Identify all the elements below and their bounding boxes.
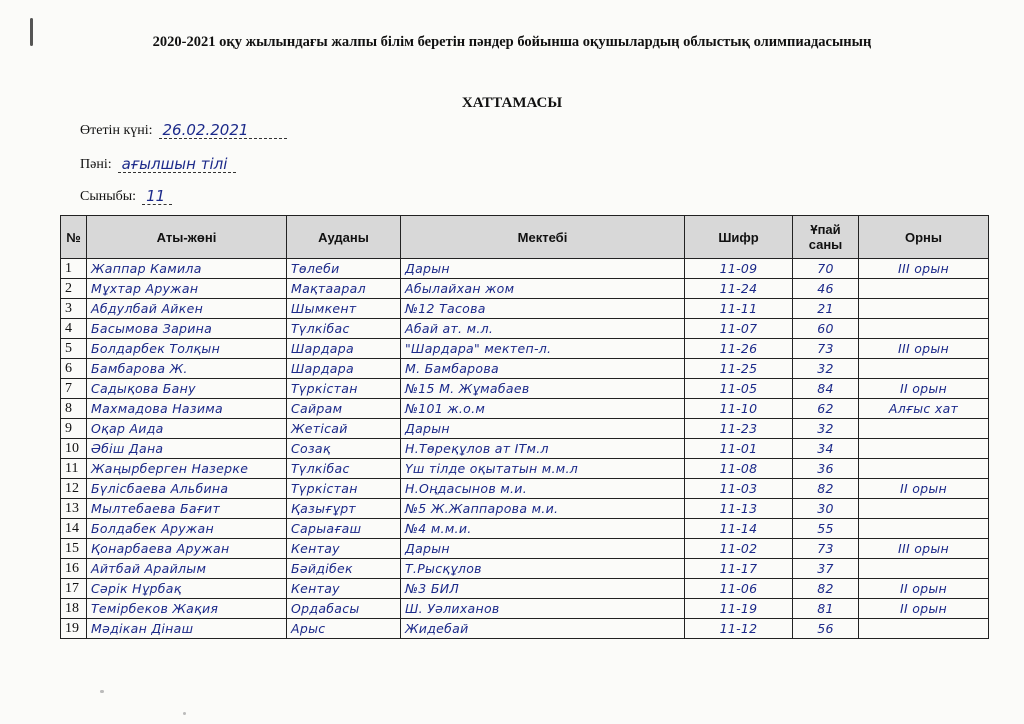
place-cell: III орын <box>859 539 989 559</box>
row-number-cell: 9 <box>61 419 87 439</box>
place-cell <box>859 419 989 439</box>
school-cell: "Шардара" мектеп-л. <box>401 339 685 359</box>
place-cell <box>859 559 989 579</box>
student-name-cell: Болдабек Аружан <box>87 519 287 539</box>
table-row <box>61 539 989 559</box>
student-name-cell: Қонарбаева Аружан <box>87 539 287 559</box>
score-cell: 84 <box>793 379 859 399</box>
student-name-cell: Мылтебаева Бағит <box>87 499 287 519</box>
student-name-cell: Жаңырберген Назерке <box>87 459 287 479</box>
student-name-cell: Сәрік Нұрбақ <box>87 579 287 599</box>
place-cell <box>859 519 989 539</box>
table-row <box>61 459 989 479</box>
table-row <box>61 519 989 539</box>
cipher-code-cell: 11-06 <box>685 579 793 599</box>
table-row <box>61 359 989 379</box>
row-number-cell: 19 <box>61 619 87 639</box>
district-cell: Шардара <box>287 339 401 359</box>
table-row <box>61 279 989 299</box>
score-cell: 82 <box>793 479 859 499</box>
score-cell: 36 <box>793 459 859 479</box>
district-cell: Төлеби <box>287 259 401 279</box>
place-cell: II орын <box>859 599 989 619</box>
place-cell: II орын <box>859 579 989 599</box>
table-row <box>61 439 989 459</box>
cipher-code-cell: 11-13 <box>685 499 793 519</box>
table-row <box>61 299 989 319</box>
table-row <box>61 319 989 339</box>
place-cell <box>859 499 989 519</box>
cipher-code-cell: 11-25 <box>685 359 793 379</box>
row-number-cell: 14 <box>61 519 87 539</box>
row-number-cell: 3 <box>61 299 87 319</box>
document-heading: 2020-2021 оқу жылындағы жалпы білім беретін пәндер бойынша оқушылардың облыстық олимпиадасының <box>152 34 872 50</box>
table-row <box>61 419 989 439</box>
district-cell: Сарыағаш <box>287 519 401 539</box>
place-cell: II орын <box>859 379 989 399</box>
cipher-code-cell: 11-07 <box>685 319 793 339</box>
cipher-code-cell: 11-05 <box>685 379 793 399</box>
district-cell: Арыс <box>287 619 401 639</box>
subject-field <box>80 156 236 173</box>
school-cell: Абай ат. м.л. <box>401 319 685 339</box>
score-cell: 73 <box>793 539 859 559</box>
row-number-cell: 6 <box>61 359 87 379</box>
school-cell: Абылайхан жом <box>401 279 685 299</box>
cipher-code-cell: 11-03 <box>685 479 793 499</box>
cipher-code-cell: 11-19 <box>685 599 793 619</box>
score-cell: 37 <box>793 559 859 579</box>
cipher-code-cell: 11-23 <box>685 419 793 439</box>
district-cell: Созақ <box>287 439 401 459</box>
date-value: 26.02.2021 <box>159 122 287 139</box>
table-row <box>61 379 989 399</box>
student-name-cell: Бүлісбаева Альбина <box>87 479 287 499</box>
row-number-cell: 4 <box>61 319 87 339</box>
table-row <box>61 399 989 419</box>
cipher-code-cell: 11-02 <box>685 539 793 559</box>
score-cell: 21 <box>793 299 859 319</box>
school-cell: Н.Оңдасынов м.и. <box>401 479 685 499</box>
place-cell <box>859 359 989 379</box>
table-row <box>61 619 989 639</box>
header-name: Аты-жөні <box>87 216 287 259</box>
row-number-cell: 2 <box>61 279 87 299</box>
student-name-cell: Мәдікан Дінаш <box>87 619 287 639</box>
student-name-cell: Махмадова Назима <box>87 399 287 419</box>
school-cell: №15 М. Жұмабаев <box>401 379 685 399</box>
place-cell: III орын <box>859 259 989 279</box>
place-cell <box>859 459 989 479</box>
place-cell <box>859 439 989 459</box>
score-cell: 30 <box>793 499 859 519</box>
place-cell <box>859 619 989 639</box>
row-number-cell: 10 <box>61 439 87 459</box>
table-row <box>61 499 989 519</box>
student-name-cell: Әбіш Дана <box>87 439 287 459</box>
score-cell: 81 <box>793 599 859 619</box>
cipher-code-cell: 11-17 <box>685 559 793 579</box>
score-cell: 55 <box>793 519 859 539</box>
school-cell: №12 Тасова <box>401 299 685 319</box>
district-cell: Шымкент <box>287 299 401 319</box>
district-cell: Жетісай <box>287 419 401 439</box>
table-row <box>61 259 989 279</box>
cipher-code-cell: 11-09 <box>685 259 793 279</box>
header-score: Ұпай саны <box>793 216 859 259</box>
district-cell: Сайрам <box>287 399 401 419</box>
cipher-code-cell: 11-24 <box>685 279 793 299</box>
score-cell: 73 <box>793 339 859 359</box>
school-cell: Ш. Уәлиханов <box>401 599 685 619</box>
row-number-cell: 18 <box>61 599 87 619</box>
school-cell: Дарын <box>401 539 685 559</box>
school-cell: Т.Рысқұлов <box>401 559 685 579</box>
student-name-cell: Абдулбай Айкен <box>87 299 287 319</box>
document-title: ХАТТАМАСЫ <box>461 95 563 111</box>
place-cell <box>859 319 989 339</box>
score-cell: 32 <box>793 419 859 439</box>
school-cell: М. Бамбарова <box>401 359 685 379</box>
row-number-cell: 15 <box>61 539 87 559</box>
table-row <box>61 479 989 499</box>
row-number-cell: 11 <box>61 459 87 479</box>
school-cell: №3 БИЛ <box>401 579 685 599</box>
district-cell: Мақтаарал <box>287 279 401 299</box>
scan-speck <box>183 712 186 715</box>
cipher-code-cell: 11-14 <box>685 519 793 539</box>
header-place: Орны <box>859 216 989 259</box>
row-number-cell: 1 <box>61 259 87 279</box>
district-cell: Кентау <box>287 539 401 559</box>
student-name-cell: Оқар Аида <box>87 419 287 439</box>
table-row <box>61 339 989 359</box>
row-number-cell: 17 <box>61 579 87 599</box>
student-name-cell: Болдарбек Толқын <box>87 339 287 359</box>
cipher-code-cell: 11-11 <box>685 299 793 319</box>
score-cell: 56 <box>793 619 859 639</box>
district-cell: Шардара <box>287 359 401 379</box>
student-name-cell: Басымова Зарина <box>87 319 287 339</box>
cipher-code-cell: 11-10 <box>685 399 793 419</box>
place-cell <box>859 299 989 319</box>
school-cell: Дарын <box>401 419 685 439</box>
table-header-row <box>61 216 989 259</box>
district-cell: Ордабасы <box>287 599 401 619</box>
row-number-cell: 8 <box>61 399 87 419</box>
table-row <box>61 559 989 579</box>
table-row <box>61 579 989 599</box>
district-cell: Қазығұрт <box>287 499 401 519</box>
student-name-cell: Мұхтар Аружан <box>87 279 287 299</box>
cipher-code-cell: 11-12 <box>685 619 793 639</box>
student-name-cell: Бамбарова Ж. <box>87 359 287 379</box>
header-code: Шифр <box>685 216 793 259</box>
date-field <box>80 122 287 139</box>
place-cell: Алғыс хат <box>859 399 989 419</box>
subject-value: ағылшын тілі <box>118 156 236 173</box>
student-name-cell: Темірбеков Жақия <box>87 599 287 619</box>
class-label: Сыныбы: <box>80 189 137 204</box>
school-cell: Дарын <box>401 259 685 279</box>
table-row <box>61 599 989 619</box>
school-cell: Жидебай <box>401 619 685 639</box>
scan-speck <box>100 690 104 693</box>
date-label: Өтетін күні: <box>80 123 153 138</box>
school-cell: №101 ж.о.м <box>401 399 685 419</box>
score-cell: 70 <box>793 259 859 279</box>
class-value: 11 <box>142 188 172 205</box>
class-field <box>80 188 172 205</box>
row-number-cell: 5 <box>61 339 87 359</box>
score-cell: 82 <box>793 579 859 599</box>
district-cell: Түркістан <box>287 479 401 499</box>
table-body <box>61 259 989 639</box>
place-cell <box>859 279 989 299</box>
row-number-cell: 12 <box>61 479 87 499</box>
district-cell: Түлкібас <box>287 319 401 339</box>
school-cell: Н.Төреқұлов ат ІТм.л <box>401 439 685 459</box>
score-cell: 46 <box>793 279 859 299</box>
score-cell: 32 <box>793 359 859 379</box>
row-number-cell: 16 <box>61 559 87 579</box>
district-cell: Бәйдібек <box>287 559 401 579</box>
score-cell: 34 <box>793 439 859 459</box>
place-cell: II орын <box>859 479 989 499</box>
header-number: № <box>61 216 87 259</box>
header-district: Ауданы <box>287 216 401 259</box>
row-number-cell: 7 <box>61 379 87 399</box>
place-cell: III орын <box>859 339 989 359</box>
school-cell: №4 м.м.и. <box>401 519 685 539</box>
results-table <box>60 215 989 639</box>
header-school: Мектебі <box>401 216 685 259</box>
student-name-cell: Жаппар Камила <box>87 259 287 279</box>
district-cell: Түркістан <box>287 379 401 399</box>
school-cell: Үш тілде оқытатын м.м.л <box>401 459 685 479</box>
student-name-cell: Айтбай Арайлым <box>87 559 287 579</box>
cipher-code-cell: 11-26 <box>685 339 793 359</box>
cipher-code-cell: 11-08 <box>685 459 793 479</box>
cipher-code-cell: 11-01 <box>685 439 793 459</box>
subject-label: Пәні: <box>80 157 112 172</box>
school-cell: №5 Ж.Жаппарова м.и. <box>401 499 685 519</box>
district-cell: Түлкібас <box>287 459 401 479</box>
district-cell: Кентау <box>287 579 401 599</box>
score-cell: 60 <box>793 319 859 339</box>
score-cell: 62 <box>793 399 859 419</box>
row-number-cell: 13 <box>61 499 87 519</box>
student-name-cell: Садықова Бану <box>87 379 287 399</box>
